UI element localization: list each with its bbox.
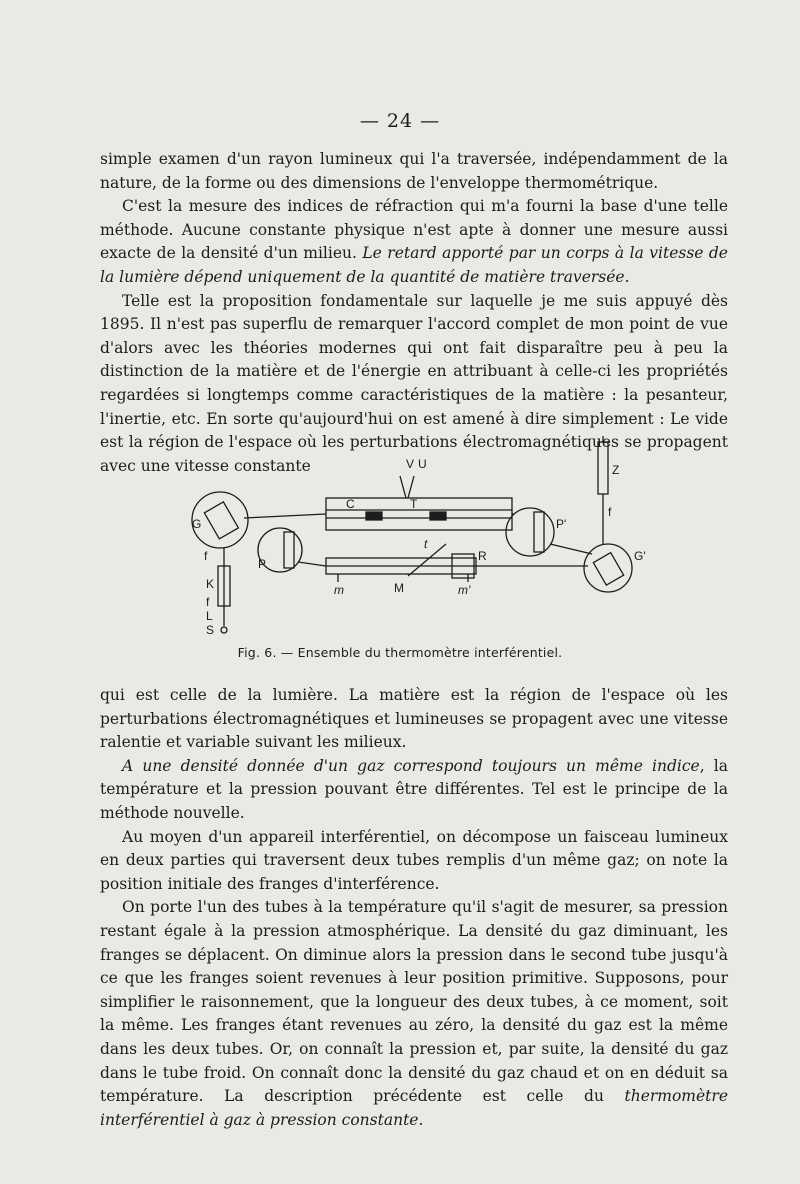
label-z: Z xyxy=(612,463,620,477)
source-s xyxy=(221,627,227,633)
text-run: C'est la mesure des indices de réfraction qui m'a fourni la base d'une telle méthode. Aucune constante physique n'est apte à donner une mesure aussi exacte de la densité d'un milieu. xyxy=(100,197,728,263)
prism-g-prime xyxy=(593,553,623,586)
label-f-lower: f xyxy=(206,595,210,609)
label-t-small: t xyxy=(424,537,428,551)
label-m-main: M xyxy=(394,581,404,595)
label-s: S xyxy=(206,623,215,637)
label-m-prime: m' xyxy=(458,583,471,597)
label-p-prime: P' xyxy=(556,517,567,531)
paragraph xyxy=(100,896,728,1132)
label-g: G xyxy=(192,517,202,531)
label-m: m xyxy=(334,583,344,597)
figure-interferential-thermometer xyxy=(178,436,698,640)
label-p: P xyxy=(258,557,267,571)
prism-p-prime xyxy=(534,512,544,552)
disc-p-prime xyxy=(506,508,554,556)
thermometer-z xyxy=(598,442,608,494)
label-v: V xyxy=(406,457,415,471)
text-run: Telle est la proposition fondamentale sur laquelle je me suis appuyé dès 1895. Il n'est pas superflu de remarquer l'accord complet de mon point de vue d'alors avec les théories modernes qui ont fait disparaître peu à peu la distinction de la matière et de l'énergie en attribuant à celle-ci les propriétés regardées si longtemps comme caractéristiques de la matière : la pesanteur, l'inertie, etc. En sorte qu'aujourd'hui on est amené à dire simplement : Le vide est la région de l'espace où les perturbations électromagnétiques se propagent avec une vitesse constante xyxy=(100,291,728,475)
prism-g xyxy=(204,502,238,539)
text-block-bottom xyxy=(100,684,728,1132)
figure-caption: Fig. 6. — Ensemble du thermomètre interférentiel. xyxy=(237,645,563,660)
label-f-right: f xyxy=(608,505,612,519)
label-r: R xyxy=(478,549,487,563)
text-run: simple examen d'un rayon lumineux qui l'a traversée, indépendamment de la nature, de la forme ou des dimensions de l'enveloppe thermométrique. xyxy=(100,150,728,192)
text-run: , la température et la pression pouvant être différentes. Tel est le principe de la méthode nouvelle. xyxy=(100,756,728,822)
text-block-top xyxy=(100,148,728,478)
label-l: L xyxy=(206,609,213,623)
italic-run: Le retard apporté par un corps à la vitesse de la lumière dépend uniquement de la quantité de matière traversée. xyxy=(100,244,728,286)
paragraph xyxy=(100,826,728,897)
text-run: Au moyen d'un appareil interférentiel, on décompose un faisceau lumineux en deux parties qui traversent deux tubes remplis d'un même gaz; on note la position initiale des franges d'interférence. xyxy=(100,827,728,893)
tube-inlet xyxy=(400,476,414,498)
label-c: C xyxy=(346,497,355,511)
text-run: qui est celle de la lumière. La matière est la région de l'espace où les perturbations électromagnétiques et lumineuses se propagent avec une vitesse ralentie et variable suivant les milieux. xyxy=(100,686,728,752)
prism-p xyxy=(284,532,294,568)
paragraph xyxy=(100,755,728,826)
italic-run: A une densité donnée d'un gaz correspond toujours un même indice xyxy=(122,756,700,775)
paragraph xyxy=(100,148,728,195)
text-run: On porte l'un des tubes à la température qu'il s'agit de mesurer, sa pression restant égale à la pression atmosphérique. La densité du gaz diminuant, les franges se déplacent. On diminue alors la pression dans le second tube jusqu'à ce que les franges soient revenues à leur position primitive. Supposons, pour simplifier le raisonnement, que la longueur des deux tubes, à ce moment, soit la même. Les franges étant revenues au zéro, la densité du gaz est la même dans les deux tubes. Or, on connaît la pression et, par suite, la densité du gaz dans le tube froid. On connaît donc la densité du gaz chaud et on en déduit sa température. La description précédente est celle du xyxy=(100,898,728,1106)
label-t: T xyxy=(410,497,418,511)
italic-run: thermomètre interférentiel à gaz à pression constante. xyxy=(100,1087,728,1129)
paragraph xyxy=(100,195,728,289)
label-f-upper: f xyxy=(204,549,208,563)
label-u: U xyxy=(418,457,427,471)
paragraph xyxy=(100,684,728,755)
page-number: — 24 — xyxy=(359,110,441,132)
label-k: K xyxy=(206,577,215,591)
label-g-prime: G' xyxy=(634,549,646,563)
